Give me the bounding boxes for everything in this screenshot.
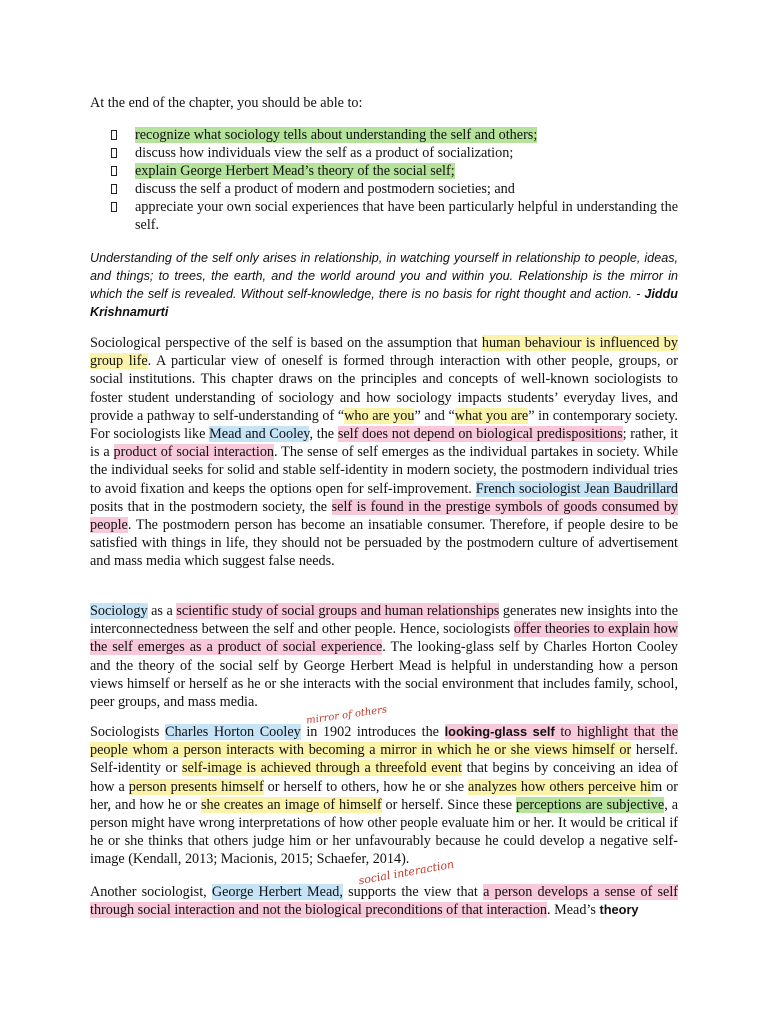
list-item: recognize what sociology tells about understanding the self and others; xyxy=(111,126,678,144)
bullet-icon xyxy=(111,166,117,176)
list-item: discuss the self a product of modern and postmodern societies; and xyxy=(111,180,678,198)
paragraph-self-perspective: Sociological perspective of the self is based on the assumption that human behaviour is influenced by group life. A particular view of oneself is formed through interaction with other people, groups, or social institutions. This chapter draws on the principles and concepts of well-known sociologists to foster student understanding of sociology and how sociology impacts students’ everyday lives, and provide a pathway to self-understanding of “who are you” and “what you are” in contemporary society. For sociologists like Mead and Cooley, the self does not depend on biological predispositions; rather, it is a product of social interaction. The sense of self emerges as the individual partakes in society. While the individual seeks for solid and stable self-identity in modern society, the postmodern individual tries to avoid fixation and keeps the options open for self-improvement. French sociologist Jean Baudrillard posits that in the postmodern society, the self is found in the prestige symbols of goods consumed by people. The postmodern person has become an insatiable consumer. Therefore, if people desire to be satisfied with things in life, they should not be persuaded by the postmodern culture of advertisement and mass media which suggest false needs. xyxy=(90,335,679,570)
handwritten-annotation-mirror: mirror of others xyxy=(305,704,388,727)
paragraph-mead: Another sociologist, George Herbert Mead, supports the view that a person develops a sense of self through social interaction and not the biological preconditions of that interaction. Mead’s theory xyxy=(90,884,678,919)
paragraph-cooley: Sociologists Charles Horton Cooley in 1902 introduces the looking-glass self to highlight that the people whom a person interacts with becoming a mirror in which he or she views himself or herself. Self-identity or self-image is achieved through a threefold event that begins by conceiving an idea of how a person presents himself or herself to others, how he or she analyzes how others perceive him or her, and how he or she creates an image of himself or herself. Since these perceptions are subjective, a person might have wrong interpretations of how other people evaluate him or her. It would be critical if he or she thinks that others judge him or her unfavourably because he could develop a negative self-image (Kendall, 2013; Macionis, 2015; Schaefer, 2014). xyxy=(90,724,679,868)
quote-author: Jiddu Krishnamurti xyxy=(90,287,678,319)
list-item: appreciate your own social experiences that have been particularly helpful in understanding the self. xyxy=(111,198,678,234)
list-item: discuss how individuals view the self as a product of socialization; xyxy=(111,144,678,162)
objectives-list xyxy=(111,126,678,234)
bullet-icon xyxy=(111,184,117,194)
handwritten-annotation-social: social interaction xyxy=(357,857,455,888)
bullet-icon xyxy=(111,130,117,140)
bullet-icon xyxy=(111,148,117,158)
paragraph-sociology: Sociology as a scientific study of social groups and human relationships generates new insights into the interconnectedness between the self and other people. Hence, sociologists offer theories to explain how the self emerges as a product of social experience. The looking-glass self by Charles Horton Cooley and the theory of the social self by George Herbert Mead is helpful in understanding how a person views himself or herself as he or she interacts with the social environment that includes family, school, peer groups, and mass media. xyxy=(90,603,678,711)
epigraph-quote: Understanding of the self only arises in relationship, in watching yourself in relationship to people, ideas, and things; to trees, the earth, and the world around you and within you. Relationship is the mirror in which the self is revealed. Without self-knowledge, there is no basis for right thought and action. - Jiddu Krishnamurti xyxy=(90,251,678,319)
list-item: explain George Herbert Mead’s theory of the social self; xyxy=(111,162,678,180)
bullet-icon xyxy=(111,202,117,212)
intro-line: At the end of the chapter, you should be able to: xyxy=(90,95,363,111)
